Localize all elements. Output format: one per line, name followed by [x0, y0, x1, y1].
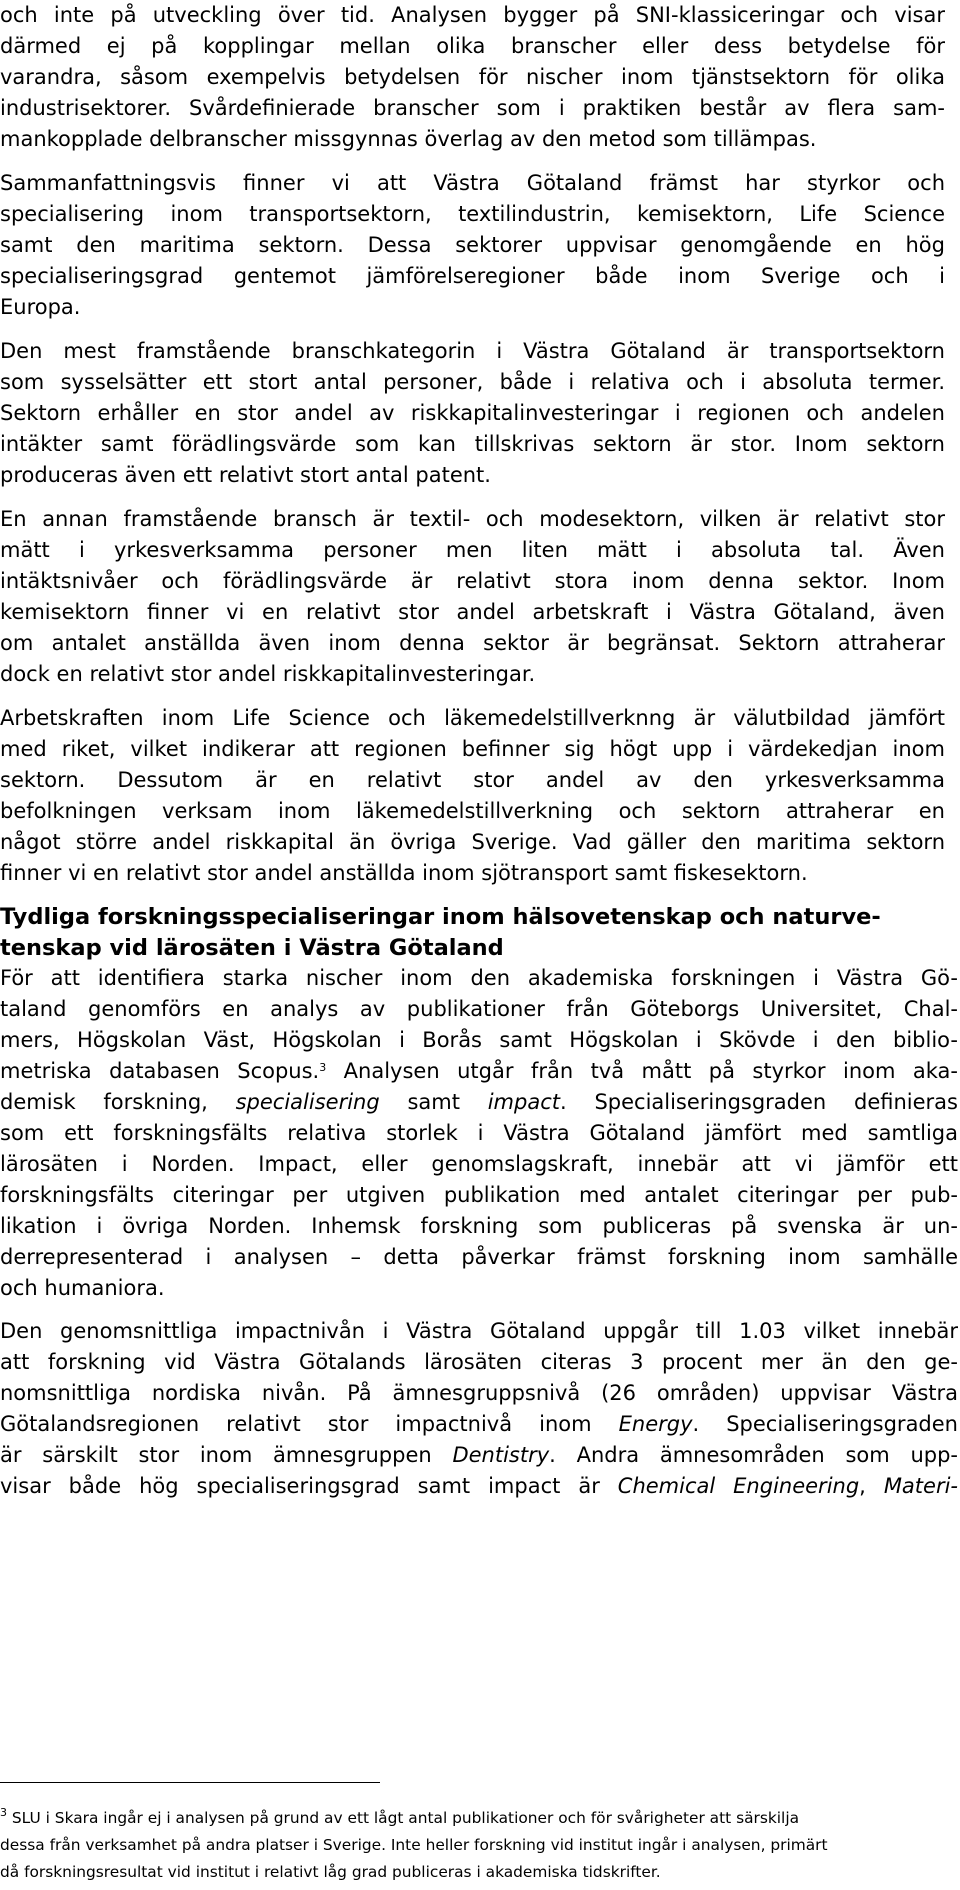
italic-term: Chemical Engineering: [617, 1474, 860, 1498]
footnote-line: [0, 1808, 799, 1828]
italic-term: Energy: [618, 1412, 693, 1436]
text-line: Sammanfattningsvis finner vi att Västra Götaland främst har styrkor och: [0, 171, 945, 195]
text-line: Den genomsnittliga impactnivån i Västra Götaland uppgår till 1.03 vilket innebär: [0, 1319, 958, 1343]
text-line: En annan framstående bransch är textil- och modesektorn, vilken är relativt stor: [0, 507, 945, 531]
text-line: [0, 1089, 958, 1115]
text-line: med riket, vilket indikerar att regionen befinner sig högt upp i värdekedjan inom: [0, 737, 945, 761]
text-span: är särskilt stor inom ämnesgruppen: [0, 1443, 453, 1467]
text-line: produceras även ett relativt stort antal patent.: [0, 463, 491, 487]
text-line: intäktsnivåer och förädlingsvärde är relativt stora inom denna sektor. Inom: [0, 569, 945, 593]
footnote-mark: 3: [0, 1806, 7, 1819]
text-line: kemisektorn finner vi en relativt stor andel arbetskraft i Västra Götaland, även: [0, 600, 945, 624]
text-line: intäkter samt förädlingsvärde som kan tillskrivas sektorn är stor. Inom sektorn: [0, 432, 945, 456]
italic-term: Dentistry: [452, 1443, 550, 1467]
text-line: taland genomförs en analys av publikationer från Göteborgs Universitet, Chal-: [0, 997, 958, 1021]
heading-line: tenskap vid lärosäten i Västra Götaland: [0, 935, 504, 961]
text-line: mätt i yrkesverksamma personer men liten mätt i absoluta tal. Även: [0, 538, 945, 562]
text-line: om antalet anställda även inom denna sektor är begränsat. Sektorn attraherar: [0, 631, 945, 655]
text-line: som ett forskningsfälts relativa storlek i Västra Götaland jämfört med samtliga: [0, 1121, 958, 1145]
text-line: mers, Högskolan Väst, Högskolan i Borås samt Högskolan i Skövde i den biblio-: [0, 1028, 958, 1052]
text-line: [0, 1411, 958, 1437]
text-span: visar både hög specialiseringsgrad samt impact är: [0, 1474, 618, 1498]
text-span: . Specialiseringsgraden definieras: [560, 1090, 958, 1114]
text-span: ,: [859, 1474, 884, 1498]
text-line: [0, 1442, 958, 1468]
text-line: att forskning vid Västra Götalands lärosäten citeras 3 procent mer än den ge-: [0, 1350, 958, 1374]
footnote-line: då forskningsresultat vid institut i relativt låg grad publiceras i akademiska tidskrifter.: [0, 1863, 661, 1881]
text-line: sektorn. Dessutom är en relativt stor andel av den yrkesverksamma: [0, 768, 945, 792]
text-line: och inte på utveckling över tid. Analysen bygger på SNI-klassiceringar och visar: [0, 3, 945, 27]
text-line: [0, 1058, 958, 1084]
text-line: därmed ej på kopplingar mellan olika branscher eller dess betydelse för: [0, 34, 945, 58]
italic-term: impact: [487, 1090, 560, 1114]
text-line: finner vi en relativt stor andel anställda inom sjötransport samt fiskesektorn.: [0, 861, 808, 885]
text-line: derrepresenterad i analysen – detta påverkar främst forskning inom samhälle: [0, 1245, 958, 1269]
text-span: . Specialiseringsgraden: [692, 1412, 958, 1436]
heading-line: Tydliga forskningsspecialiseringar inom hälsovetenskap och naturve-: [0, 904, 881, 930]
text-line: befolkningen verksam inom läkemedelstillverkning och sektorn attraherar en: [0, 799, 945, 823]
text-line: forskningsfälts citeringar per utgiven publikation med antalet citeringar per pub-: [0, 1183, 958, 1207]
text-span: Analysen utgår från två mått på styrkor inom aka-: [326, 1059, 959, 1083]
text-line: likation i övriga Norden. Inhemsk forskning som publiceras på svenska är un-: [0, 1214, 958, 1238]
text-line: För att identifiera starka nischer inom den akademiska forskningen i Västra Gö-: [0, 966, 958, 990]
text-line: mankopplade delbranscher missgynnas överlag av den metod som tillämpas.: [0, 127, 817, 151]
text-line: samt den maritima sektorn. Dessa sektorer uppvisar genomgående en hög: [0, 233, 945, 257]
footnote-ref[interactable]: 3: [319, 1061, 327, 1074]
italic-term: Materi-: [883, 1474, 958, 1498]
text-line: något större andel riskkapital än övriga Sverige. Vad gäller den maritima sektorn: [0, 830, 945, 854]
text-line: som sysselsätter ett stort antal personer, både i relativa och i absoluta termer.: [0, 370, 945, 394]
text-span: metriska databasen Scopus.: [0, 1059, 320, 1083]
text-line: nomsnittliga nordiska nivån. På ämnesgruppsnivå (26 områden) uppvisar Västra: [0, 1381, 958, 1405]
text-line: industrisektorer. Svårdefinierade branscher som i praktiken består av flera sam-: [0, 96, 945, 120]
text-line: Sektorn erhåller en stor andel av riskkapitalinvesteringar i regionen och andelen: [0, 401, 945, 425]
footnote-line: dessa från verksamhet på andra platser i Sverige. Inte heller forskning vid institut ingår i analysen, primärt: [0, 1836, 828, 1854]
text-line: specialisering inom transportsektorn, textilindustrin, kemisektorn, Life Science: [0, 202, 945, 226]
text-line: Den mest framstående branschkategorin i Västra Götaland är transportsektorn: [0, 339, 945, 363]
text-span: SLU i Skara ingår ej i analysen på grund av ett lågt antal publikationer och för svårigheter att särskilja: [7, 1809, 800, 1827]
text-span: . Andra ämnesområden som upp-: [549, 1443, 958, 1467]
text-span: demisk forskning,: [0, 1090, 236, 1114]
text-line: lärosäten i Norden. Impact, eller genomslagskraft, innebär att vi jämför ett: [0, 1152, 958, 1176]
text-line: specialiseringsgrad gentemot jämförelseregioner både inom Sverige och i: [0, 264, 945, 288]
text-span: Götalandsregionen relativt stor impactnivå inom: [0, 1412, 619, 1436]
text-line: varandra, såsom exempelvis betydelsen för nischer inom tjänstsektorn för olika: [0, 65, 945, 89]
text-line: Arbetskraften inom Life Science och läkemedelstillverknng är välutbildad jämfört: [0, 706, 945, 730]
text-line: dock en relativt stor andel riskkapitalinvesteringar.: [0, 662, 536, 686]
text-line: och humaniora.: [0, 1276, 165, 1300]
text-span: samt: [379, 1090, 488, 1114]
italic-term: specialisering: [235, 1090, 380, 1114]
text-line: [0, 1473, 958, 1499]
text-line: Europa.: [0, 295, 81, 319]
footnote-divider: [0, 1782, 380, 1783]
